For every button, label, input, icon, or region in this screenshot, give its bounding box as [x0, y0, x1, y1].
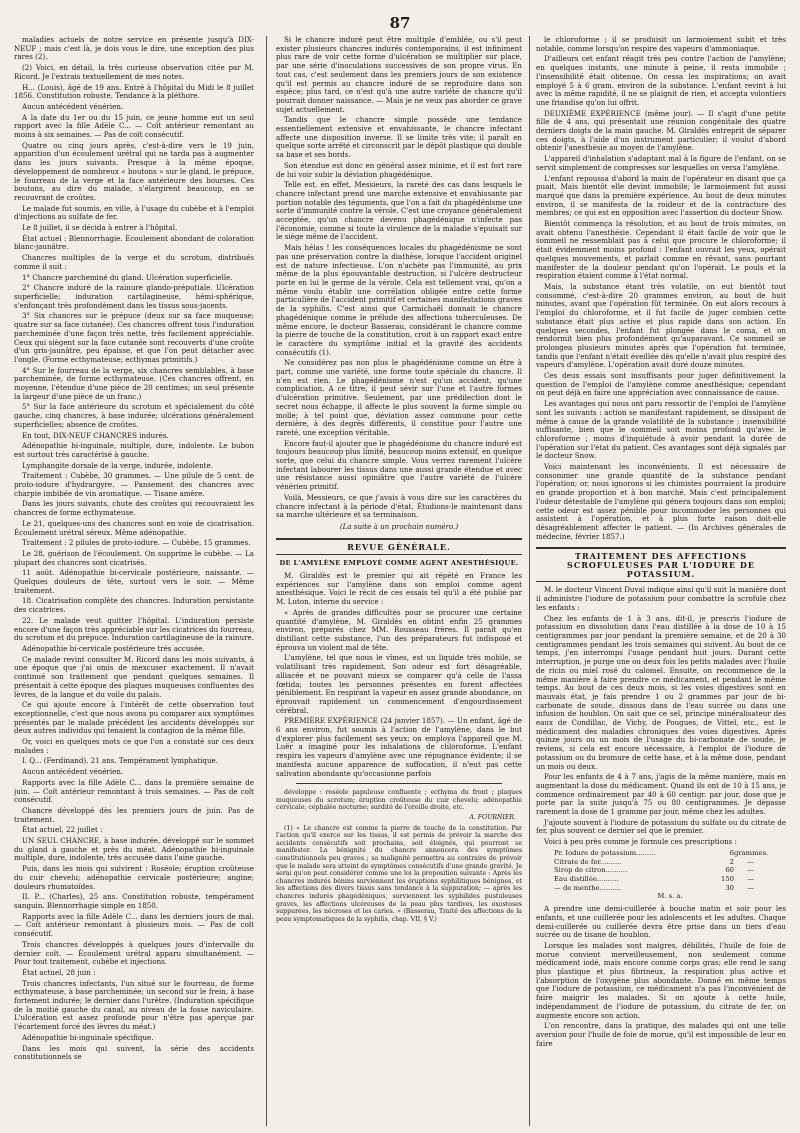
- section-title: TRAITEMENT DES AFFECTIONS SCROFULEUSES PAR L'IODURE DE POTASSIUM.: [536, 547, 786, 582]
- paragraph: Pour les enfants de 4 à 7 ans, j'agis de la même manière, mais en augmentant la dose du médicament. Quand ils ont de 10 à 15 ans, je commence ordinairement par 40 à 60 centigr. par jour, dose que je porte par la suite jusqu'à 75 ou 80 centigrammes. Je dépasse rarement la dose de 1 gramme par jour, même chez les adultes.: [536, 772, 786, 817]
- paragraph: maladies actuels de notre service en présente jusqu'à DIX-NEUF ; mais c'est là, je dois vous le dire, une exception des plus rares (2).: [14, 36, 254, 62]
- paragraph: Le 21, quelques-uns des chancres sont en voie de cicatrisation. Écoulement urétral séreux. Même adénopathie.: [14, 518, 254, 537]
- paragraph: A prendre une demi-cuillerée à bouche matin et soir pour les enfants, et une cuillerée pour les adolescents et les adultes. Chaque demi-cuillerée ou cuillerée devra être prise dans un tiers d'eau sucrée ou de tisane de houblon.: [536, 904, 786, 940]
- paragraph: Adénopathie bi-inguinale, multiple, dure, indolente. Le bubon est surtout très caractérisé à gauche.: [14, 441, 254, 459]
- paragraph: Voici maintenant les inconvénients. Il est nécessaire de consommer une grande quantité de la substance pendant l'opération; or, nous ignorons si les chimistes pourraient la produire en grande proportion et à bon marché. Mais c'est principalement l'odeur détestable de l'amylène qui génera toujours dans son emploi; cette odeur est assez pénible pour incommoder les personnes qui assistent à l'opération, et à plus forte raison doit-elle désagréablement affecter le patient. — (In Archives générales de médecine, février 1857.): [536, 462, 786, 541]
- prescription-line: [554, 848, 769, 858]
- paragraph: Chez les enfants de 1 à 3 ans, dit-il, je prescris l'iodure de potassium en dissolution dans l'eau distillée à la dose de 10 à 15 centigrammes par jour pendant la première semaine, et de 20 à 30 centigrammes pendant les trois semaines qui suivent. Au bout de ce temps, j'en interromps l'usage pendant huit jours. Durant cette interruption, je purge une ou deux fois les petits malades avec l'huile de ricin ou miel rosé du calomel. Ensuite, on recommence de la même manière à faire prendre ce médicament, et pendant le même temps. Au bout de ces deux mois, si les voies digestives sont en mauvais état, je fais prendre 1 ou 2 grammes par jour de bi-carbonate de soude, dissous dans de l'eau sucrée ou dans une infusion de houblon. On sait que ce sel, principe minéralisateur des eaux de Condillac, de Vichy, de Pougues, de Vittel, etc., est le médicament des maladies chroniques des voies digestives. Après quinze jours ou un mois de l'usage du bi-carbonate de soude, je reviens, si cela est encore nécessaire, à l'emploi de l'iodure de potassium ou du bromure de cette base, et à la même dose, pendant un mois ou deux.: [536, 613, 786, 771]
- paragraph: État actuel, 22 juillet :: [22, 825, 103, 835]
- prescription-note: M. s. a.: [657, 892, 683, 901]
- prescription-qty: 2: [729, 857, 734, 866]
- paragraph: Or, voici en quelques mots ce que l'on a constaté sur ces deux malades :: [14, 737, 254, 755]
- paragraph: (2) Voici, en détail, la très curieuse observation citée par M. Ricord. Je l'extrais textuellement de mes notes.: [14, 63, 254, 81]
- paragraph: Trois chancres infectants, l'un situé sur le fourreau, de forme ecthymateuse, à base parcheminée; un second sur le frein, à base fortement indurée; le dernier dans l'urètre. (Induration spécifique de la moitié gauche du canal, au niveau de la fosse naviculaire. L'ulcération est assez profonde pour n'être pas aperçue par l'écartement forcé des lèvres du méat.): [14, 978, 254, 1032]
- paragraph: Le 28, guérison de l'écoulement. On supprime le cubèbe. — La plupart des chancres sont cicatrisés.: [14, 548, 254, 567]
- paragraph: Telle est, en effet, Messieurs, la rareté des cas dans lesquels le chancre infectant prend une marche extensive et envahissante par portion notable des téguments, que l'on a fait du phagédénisme une sorte d'immunité contre la vérole. C'est une croyance généralement acceptée, qu'un chancre devenu phagédénique n'infecte pas l'économie, comme si toute la virulence de la maladie s'épuisait sur le siège même de l'accident.: [276, 180, 522, 242]
- paragraph: H... (Louis), âgé de 19 ans. Entré à l'hôpital du Midi le 8 juillet 1856. Constitution robuste. Tendance à la pléthore.: [14, 82, 254, 101]
- paragraph: UN SEUL CHANCRE, à base indurée, développé sur le sommet du gland à gauche et près du méat. Adénopathie bi-inguinale multiple, dure, indolente, très accusée dans l'aine gauche.: [14, 836, 254, 863]
- prescription-line: [554, 858, 754, 867]
- footnote-continuation: développe : roséole papuleuse confluente ; ecthyma du front ; plaques muqueuses du scrotum; éruption croûteuse du cuir chevelu; adénopathie cervicale; céphalée nocturne; surdité de l'oreille droite, etc.: [276, 789, 522, 812]
- footnote: (1) « Le chancre est comme la pierre de touche de la constitution. Par l'action qu'il exerce sur les tissus, il est permis de prévoir la marche des accidents consécutifs soit prochains, soit éloignés, qui pourront se manifester. La bénignité du chancre annoncera des symptômes constitutionnels peu graves ; sa malignité permettra au contraire de prévoir que le malade sera atteint de symptômes consécutifs d'une grande gravité. Je serai qu'on peut considérer comme une loi la proposition suivante : Après les chancres indurés bénins surviennent les éruptions syphilitiques bénignes, et les affections des divers tissus sans tendance à la suppuration; — après les chancres indurés phagédéniques, surviennent les syphilides pustuleuses graves, les affections ulcéreuses de la peau plus tardives, les exostoses suppurées, les nécroses et les caries. » (Basserau, Traité des affections de la peau symptomatiques de la syphilis, chap. VII, § V.): [276, 824, 522, 923]
- continued-note: (La suite à un prochain numéro.): [339, 521, 459, 531]
- paragraph: Mais hélas ! les conséquences locales du phagédénisme ne sont pas une préservation contre la diathèse, lorsque l'accident originel est de nature infectieuse. L'on n'achète pas l'immunité, au prix même de la plus épouvantable destruction, si l'ulcère destructeur porte en lui le germe de la vérole. Cela est tellement vrai, qu'on a même voulu établir une corrélation obligée entre cette forme particulière de l'accident primitif et certaines manifestations graves de la syphilis. C'est ainsi que Carmichaël donnait le chancre phagédénique comme le prélude des affections tuberculeuses. De même encore, le docteur Basserau, considérant le chancre comme la pierre de touche de la constitution, croit à un rapport exact entre le caractère du symptôme initial et la gravité des accidents consécutifs (1).: [276, 243, 522, 357]
- prescription-line: [554, 866, 754, 875]
- prescription-name: — de menthe..........: [554, 883, 622, 892]
- prescription-line: [554, 875, 754, 884]
- paragraph: Rapports avec la fille Adèle C... dans les derniers jours de mai. — Coït antérieur remontant à plusieurs mois. — Pas de coït consécutif.: [14, 911, 254, 939]
- paragraph: 4° Sur le fourreau de la verge, six chancres semblables, à base parcheminée, de forme ecthymateuse. (Ces chancres offrent, en moyenne, l'étendue d'une pièce de 20 centimes; un seul présente la largeur d'une pièce de un franc.): [14, 365, 254, 401]
- article-title: DE L'AMYLÈNE EMPLOYÉ COMME AGENT ANESTHÉSIQUE.: [279, 559, 519, 568]
- paragraph: État actuel : Blennorrhagie. Écoulement abondant de coloration blanc-jaunâtre.: [14, 233, 254, 252]
- paragraph: J'ajoute souvent à l'iodure de potassium du sulfate ou du citrate de fer, plus souvent ce dernier sel que le premier.: [536, 817, 786, 836]
- paragraph: Mais, la substance étant très volatile, on eut bientôt tout consommé, c'est-à-dire 20 grammes environ, au bout de huit minutes, avant que l'opération fût terminée. On eut alors recours à l'emploi du chloroforme, et il fut facile de juger combien cette substance était plus active et plus rapide dans son action. En quelques secondes, l'enfant fut plongée dans le coma, et on rendormit bien plus profondément qu'auparavant. Ce sommeil se prolongea plusieurs minutes après que l'opération fut terminée, tandis que l'enfant n'était éveillée dès qu'elle n'avait plus respiré des vapeurs d'amylène. L'opération avait duré douze minutes.: [536, 281, 786, 370]
- paragraph: Ne considérez pas non plus le phagédénisme comme un être à part, comme une variété, une forme toute spéciale du chancre. Il n'en est rien. Le phagédénisme n'est qu'un accident, qu'une complication. A ce titre, il peut sévir sur l'une et l'autre formes d'ulcération primitive. Seulement, par une prédilection dont le secret nous échappe, il affecte le plus souvent la forme simple ou molle; à tel point que, déviation assez commune pour cette dernière, à des degrés différents, il constitue pour l'autre une rareté, une exception véritable.: [276, 358, 522, 437]
- paragraph: 1° Chancre parcheminé du gland. Ulcération superficielle.: [22, 272, 233, 282]
- paragraph: Ce qui ajoute encore à l'intérêt de cette observation tout exceptionnelle, c'est que nous avons pu comparer aux symptômes présentés par le malade précédent les accidents développés sur deux autres individus qui tenaient la contagion de la même fille.: [14, 700, 254, 736]
- paragraph: Bientôt commença la résolution, et au bout de trois minutes, on avait obtenu l'anesthésie. Cependant il était facile de voir que le sommeil ne ressemblait pas à celui que procure le chloroforme; il était évidemment moins profond : l'enfant ouvrait les yeux, opérait quelques mouvements, et parlait comme en rêvant, sans pourtant manifester de la douleur pendant qu'on l'opérait. Le pouls et la respiration étaient comme à l'état normal.: [536, 219, 786, 281]
- column-right: [536, 36, 786, 1126]
- paragraph: « Après de grandes difficultés pour se procurer une certaine quantité d'amylène, M. Giraldès en obtint enfin 25 grammes environ, préparés chez MM. Rousseau frères. Il paraît qu'en distillant cette substance, l'un des préparateurs fut indisposé et éprouva un violent mal de tête.: [276, 607, 522, 652]
- paragraph: 5° Sur la face antérieure du scrotum et spécialement du côté gauche, cinq chancres, à base indurée; ulcérations généralement superficielles; absence de croûtes.: [14, 402, 254, 429]
- lecture-text: [276, 36, 522, 520]
- column-divider: [529, 36, 530, 1126]
- prescription-qty: 30: [725, 883, 734, 892]
- paragraph: Lorsque les malades sont maigres, débilités, l'huile de foie de morue convient merveilleusement, non seulement comme médicament iodé, mais encore comme corps gras; elle rend le sang plus plastique et plus fibrineux, la respiration plus active et l'absorption de l'oxygène plus abondante. Donné en même temps que l'iodure de potassium, ce médicament n'a pas l'inconvénient de faire maigrir les malades. Si on ajoute à cette huile, indépendamment de l'iodure de potassium, du citrate de fer, on augmente encore son action.: [536, 940, 786, 1020]
- paragraph: Dans les mois qui suivent, la série des accidents constitutionnels se: [14, 1043, 254, 1062]
- paragraph: L'enfant repoussa d'abord la main de l'opérateur en disant que ça puait. Mais bientôt elle devint immobile; le larmoiement fut aussi marqué que dans la première expérience. Au bout de deux minutes environ, il se manifesta de la roideur et de la contracture des membres; ce qui est en opposition avec l'assertion du docteur Snow.: [536, 173, 786, 218]
- paragraph: 18. Cicatrisation complète des chancres. Induration persistante des cicatrices.: [14, 596, 254, 615]
- paragraph: L'amylène, tel que nous le vîmes, est un liquide très mobile, se volatilisant très rapidement. Son odeur est fort désagréable, alliacée et ne pouvant mieux se comparer qu'à celle de l'assa fœtida; toutes les personnes présentes en furent affectées péniblement. En respirant la vapeur en assez grande abondance, on éprouvait rapidement un commencement d'engourdissement cérébral.: [276, 653, 522, 715]
- prescription-unit: —: [747, 866, 754, 875]
- paragraph: Les avantages qui nous ont paru ressortir de l'emploi de l'amylène sont les suivants : action se manifestant rapidement, se dissipant de même à cause de la grande volatilité de la substance ; insensibilité suffisante, bien que le sommeil soit moins profond qu'avec le chloroforme ; moins d'inquiétude à avoir pendant la durée de l'opération sur l'état du patient. Ces avantages sont déjà signalés par le docteur Snow.: [536, 399, 786, 461]
- paragraph: Lymphangite dorsale de la verge, indurée, indolente.: [22, 460, 213, 470]
- paragraph: II. P... (Charles), 25 ans. Constitution robuste, tempérament sanguin. Blennorrhagie simple en 1850.: [14, 892, 254, 910]
- paragraph: 3° Six chancres sur le prépuce (deux sur sa face muqueuse; quatre sur sa face cutanée). Ces chancres offrent tous l'induration parcheminée d'une façon très nette, très facilement appréciable. Ceux qui siègent sur la face cutanée sont recouverts d'une croûte d'un gris-jaunâtre, peu épaisse, et que l'on peut détacher avec l'ongle. (Forme ecthymateuse; ecthymas primitifs.): [14, 311, 254, 364]
- article-text: [536, 36, 786, 541]
- paragraph: L'on rencontre, dans la pratique, des malades qui ont une telle aversion pour l'huile de foie de morue, qu'il est impossible de leur en faire: [536, 1021, 786, 1048]
- paragraph: État actuel, 28 juin :: [22, 967, 96, 977]
- paragraph: Adénopathie bi-inguinale spécifique.: [22, 1032, 154, 1042]
- author-signature: A. FOURNIER.: [469, 814, 516, 822]
- prescription-formula: [554, 849, 786, 901]
- prescription-qty: 6: [729, 848, 734, 857]
- prescription-name: Eau distillée..........: [554, 874, 619, 883]
- paragraph: 11 août. Adénopathie bi-cervicale postérieure, naissante. — Quelques douleurs de tête, surtout vers le soir. — Même traitement.: [14, 568, 254, 595]
- paragraph: Adénopathie bi-cervicale postérieure très accusée.: [22, 644, 205, 653]
- prescription-line: [554, 884, 754, 893]
- prescription-name: Citrate de fer..........: [554, 857, 622, 866]
- prescription-name: Pr. Iodure de potassium.........: [554, 848, 656, 857]
- paragraph: Voilà, Messieurs, ce que j'avais à vous dire sur les caractères du chancre infectant à la période d'état. Étudions-le maintenant dans sa marche ultérieure et sa terminaison.: [276, 492, 522, 520]
- paragraph: Son étendue est donc en général assez minime, et il est fort rare de lui voir subir la déviation phagédénique.: [276, 160, 522, 179]
- divider: [296, 783, 502, 784]
- paragraph: Si le chancre induré peut être multiple d'emblée, ou s'il peut exister plusieurs chancres indurés contemporains, il est infiniment plus rare de voir cette forme d'ulcération se multiplier sur place, par une série d'inoculations successives de son propre virus. En tout cas, c'est seulement dans les premiers jours de son existence qu'il est permis au chancre induré de se reproduire dans son espèce; plus tard, ce n'est qu'à une autre variété de chancre qu'il pourrait donner naissance. — Mais je ne veux pas aborder ce grave sujet actuellement.: [276, 36, 522, 114]
- paragraph: Quatre ou cinq jours après, c'est-à-dire vers le 19 juin, apparition d'un écoulement urétral qui ne tarda pas à augmenter dans les jours suivants. Presque à la même époque, développement de nombreux « boutons » sur le gland, le prépuce, le fourreau de la verge et la face antérieure des bourses. Ces boutons, au dire du malade, s'élargirent beaucoup, en se recouvrant de croûtes.: [14, 140, 254, 202]
- column-divider: [266, 36, 267, 1126]
- paragraph: D'ailleurs cet enfant réagit très peu contre l'action de l'amylène; en quelques instants, une minute à peine, il resta immobile ; l'insensibilité était obtenue. On cessa les inspirations; on avait employé 5 à 6 gram. environ de la substance. L'enfant revint à lui avec la même rapidité, il ne se plaignit de rien, et accepta volontiers une friandise qu'on lui offrit.: [536, 54, 786, 107]
- paragraph: Ces deux essais sont insuffisants pour juger définitivement la question de l'emploi de l'amylène comme anesthésique; cependant on peut déjà en faire une appréciation avec connaissance de cause.: [536, 371, 786, 398]
- prescription-unit: —: [747, 883, 754, 892]
- paragraph: Dans les jours suivants, chute des croûtes qui recouvraient les chancres de forme ecthymateuse.: [14, 499, 254, 518]
- paragraph: En tout, DIX-NEUF CHANCRES indurés.: [22, 430, 169, 440]
- paragraph: I. Q... (Ferdinand), 21 ans. Tempérament lymphatique.: [22, 756, 218, 766]
- paragraph: Le malade fut soumis, en ville, à l'usage du cubèbe et à l'emploi d'injections au sulfate de fer.: [14, 203, 254, 222]
- article-text: [276, 572, 522, 778]
- paragraph: DEUXIÈME EXPÉRIENCE (même jour). — Il s'agit d'une petite fille de 4 ans, qui présentait une réunion congénitale des quatre derniers doigts de la main gauche. M. Giraldès entreprit de séparer ces doigts, à l'aide d'un instrument particulier; il voulut d'abord obtenir l'anesthésie au moyen de l'amylène.: [536, 108, 786, 153]
- prescription-qty: 60: [725, 866, 734, 875]
- section-title: REVUE GÉNÉRALE.: [276, 538, 522, 556]
- paragraph: Chancres multiples de la verge et du scrotum, distribués comme il suit :: [14, 253, 254, 271]
- paragraph: L'appareil d'inhalation s'adaptant mal à la figure de l'enfant, on se servit simplement de compresses sur lesquelles on versa l'amylène.: [536, 154, 786, 172]
- prescription-unit: —: [747, 857, 754, 866]
- paragraph: A la date du 1er ou du 15 juin, ce jeune homme eut un seul rapport avec la fille Adèle C... — Coït antérieur remontant au moins à six semaines. — Pas de coït consécutif.: [14, 112, 254, 140]
- paragraph: Trois chancres développés à quelques jours d'intervalle du dernier coït. — Écoulement urétral apparu simultanément. — Pour tout traitement, cubèbe et injections.: [14, 939, 254, 967]
- paragraph: Aucun antécédent vénérien.: [22, 767, 124, 777]
- paragraph: le chloroforme ; il se produisit un larmoiement subit et très notable, comme lorsqu'on respire des vapeurs d'ammoniaque.: [536, 36, 786, 53]
- paragraph: 22. Le malade veut quitter l'hôpital. L'induration persiste encore d'une façon très appréciable sur les cicatrices du fourreau, du scrotum et du prépuce. Induration cartilagineuse de la rainure.: [14, 615, 254, 643]
- paragraph: 2° Chancre induré de la rainure glando-préputiale. Ulcération superficielle; induration cartilagineuse, hémi-sphérique, s'enfonçant très profondément dans les tissus sous-jacents.: [14, 283, 254, 310]
- paragraph: PREMIÈRE EXPÉRIENCE (24 janvier 1857). — Un enfant, âgé de 6 ans environ, fut soumis à l'action de l'amylène, dans le but d'explorer plus facilement ses yeux; on employa l'appareil que M. Luër a imaginé pour les inhalations de chloroforme. L'enfant respira les vapeurs d'amylène avec une répugnance évidente; il se manifesta aucune apparence de suffocation, il n'eut pas cette salivation abondante qu'occasionne parfois: [276, 716, 522, 778]
- article-text: [536, 905, 786, 1048]
- paragraph: Le 8 juillet, il se décida à entrer à l'hôpital.: [22, 223, 178, 233]
- prescription-qty: 150: [721, 874, 734, 883]
- paragraph: Traitement : Cubèbe, 30 grammes. — Une pilule de 5 cent. de proto-iodure d'hydrargyre. — Pansement des chancres avec charpie imbibée de vin aromatique. — Tisane amère.: [14, 471, 254, 498]
- column-left: [14, 36, 254, 1126]
- paragraph: Ce malade revint consulter M. Ricord dans les mois suivants, à une époque que j'ai omis de mexcuser exactement. Il n'avait continué son traitement que pendant quelques semaines. Il présentait à cette époque des plaques muqueuses confluentes des lèvres, de la langue et du voile du palais.: [14, 654, 254, 699]
- paragraph: Chancre développé dès les premiers jours de juin. Pas de traitement.: [14, 805, 254, 824]
- paragraph: Aucun antécédent vénérien.: [22, 101, 124, 111]
- prescription-unit: —: [747, 874, 754, 883]
- paragraph: Traitement : 2 pilules de proto-iodure. — Cubèbe, 15 grammes.: [22, 538, 251, 548]
- article-text: [536, 586, 786, 846]
- paragraph: Tandis que le chancre simple possède une tendance essentiellement extensive et envahissante, le chancre infectant affecte une disposition inverse. Il se limite très vite; il paraît en quelque sorte arrêté et circonscrit par le dépôt plastique qui double sa base et ses bords.: [276, 115, 522, 160]
- paragraph: M. Giraldès est le premier qui ait répété en France les expériences sur l'amylène dans son emploi comme agent anesthésique. Voici le récit de ces essais tel qu'il a été publié par M. Luton, interne du service :: [276, 571, 522, 607]
- paragraph: Encore faut-il ajouter que le phagédénisme du chancre induré est toujours beaucoup plus limité, beaucoup moins extensif, en quelque sorte, que celui du chancre simple. Vous verrez rarement l'ulcère infectant labourer les tissus dans une aussi grande étendue et avec une résistance aussi opiniâtre que l'autre variété de l'ulcère vénérien primitif.: [276, 438, 522, 492]
- prescription-unit: grammes.: [734, 848, 769, 857]
- paragraph: M. le docteur Vincent Duval indique ainsi qu'il suit la manière dont il administre l'iodure de potassium pour combattre la scrofule chez les enfants :: [536, 585, 786, 612]
- paragraph: Voici à peu près comme je formule ces prescriptions :: [544, 837, 737, 847]
- page-number: 87: [389, 14, 411, 32]
- prescription-name: Sirop de citron..........: [554, 866, 628, 875]
- paragraph: Rapports avec la fille Adèle C... dans la première semaine de juin. — Coït antérieur remontant à trois semaines. — Pas de coït consécutif.: [14, 777, 254, 805]
- paragraph: Puis, dans les mois qui suivirent : Roséole; éruption croûteuse du cuir chevelu; adénopathie cervicale postérieure; angine; douleurs rhumatoïdes.: [14, 864, 254, 891]
- column-middle: [276, 36, 522, 1126]
